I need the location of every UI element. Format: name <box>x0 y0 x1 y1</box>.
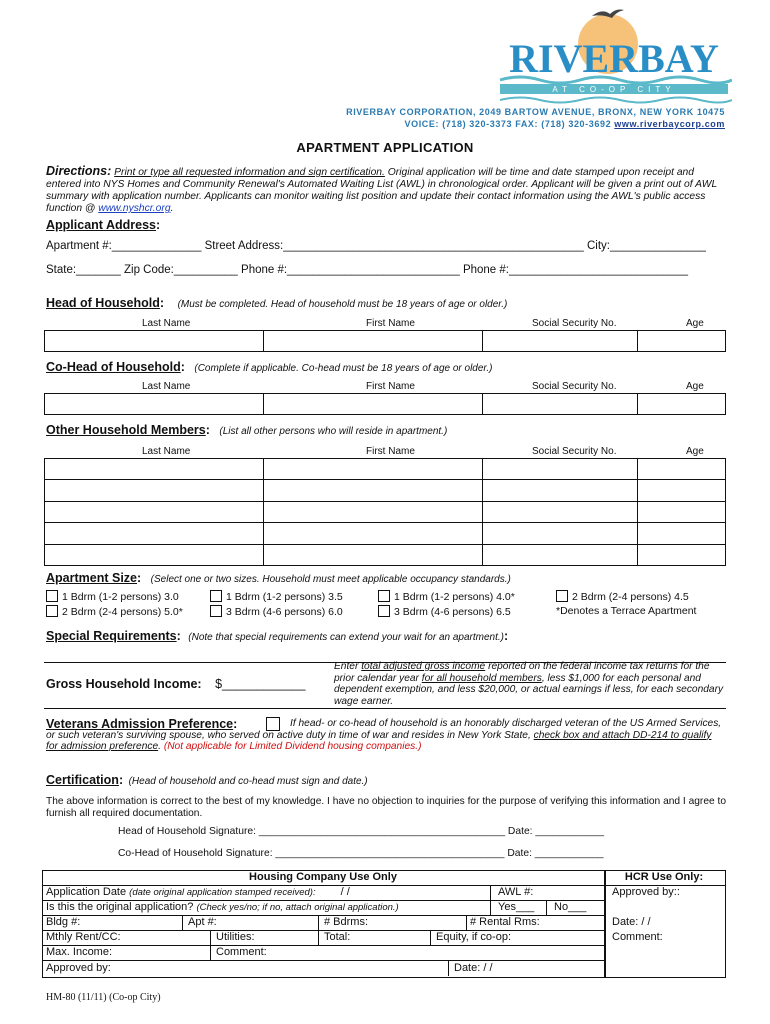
riverbay-logo <box>496 6 732 106</box>
original-question[interactable]: Is this the original application? (Check yes/no; if no, attach original application.) <box>46 901 399 913</box>
certification-text: The above information is correct to the best of my knowledge. I have no objection to inquiries for the purpose of verifying this information and I agree to furnish all required documentation. <box>46 796 726 819</box>
other-members-table[interactable] <box>44 458 726 566</box>
checkbox[interactable] <box>378 590 390 602</box>
certification-heading: Certification: (Head of household and co-head must sign and date.) <box>46 773 368 787</box>
page-title: APARTMENT APPLICATION <box>296 140 474 155</box>
nyshcr-link[interactable]: www.nyshcr.org <box>98 203 171 214</box>
col-ssn: Social Security No. <box>532 446 617 457</box>
directions-underlined: Print or type all requested information and sign certification. <box>114 167 385 178</box>
veterans-heading: Veterans Admission Preference: <box>46 717 238 731</box>
col-ssn: Social Security No. <box>532 381 617 392</box>
other-members-note: (List all other persons who will reside in apartment.) <box>219 426 448 437</box>
size-option-2[interactable]: 1 Bdrm (1-2 persons) 3.5 <box>210 590 343 603</box>
app-date-row[interactable]: Application Date (date original application stamped received): / / <box>46 886 350 898</box>
veterans-red-note: (Not applicable for Limited Dividend housing companies.) <box>163 741 422 752</box>
head-of-household-note: (Must be completed. Head of household must be 18 years of age or older.) <box>177 299 508 310</box>
directions: Directions: Print or type all requested information and sign certification. Original application will be time and date stamped upon receipt and entered into NYS Homes and Community Renewal's Automated Waiting List (AWL) in chronological order. Applicant will be given a print out of AWL summary with application number. Applicants can monitor waiting list position and update their contact information using the AWL's public access function @ www.nyshcr.org. <box>46 164 718 214</box>
total-field[interactable]: Total: <box>324 931 351 943</box>
special-note: (Note that special requirements can extend your wait for an apartment.) <box>188 632 504 643</box>
col-age: Age <box>686 446 704 457</box>
co-head-signature-line[interactable]: Co-Head of Household Signature: ________________________________________ Date: ____________ <box>118 848 604 859</box>
logo-main-text: RIVERBAY <box>509 36 719 81</box>
hcr-date-field[interactable]: Date: / / <box>612 916 651 928</box>
gross-income-field[interactable]: $____________ <box>215 677 306 691</box>
corp-contact: VOICE: (718) 320-3373 FAX: (718) 320-3692 <box>404 119 612 129</box>
apartment-size-heading: Apartment Size: (Select one or two sizes. Household must meet applicable occupancy standards.) <box>46 571 511 585</box>
checkbox[interactable] <box>46 590 58 602</box>
address-line-2[interactable]: State:_______ Zip Code:__________ Phone #:___________________________ Phone #:____________________________ <box>46 264 689 276</box>
hcr-use-title: HCR Use Only: <box>624 871 704 883</box>
col-age: Age <box>686 381 704 392</box>
approval-date-field[interactable]: Date: / / <box>454 962 493 974</box>
veterans-text: If head- or co-head of household is an honorably discharged veteran of the US Armed Services, or such veteran's surviving spouse, who served on active duty in time of war and resides in New York State, check box and attach DD-214 to qualify for admission preference. (Not applicable for Limited Dividend housing companies.) <box>46 718 722 752</box>
logo-wave <box>500 77 732 83</box>
corp-address: RIVERBAY CORPORATION, 2049 BARTOW AVENUE, BRONX, NEW YORK 10475 <box>346 107 725 117</box>
head-signature-line[interactable]: Head of Household Signature: ___________________________________________ Date: ____________ <box>118 826 605 837</box>
col-first-name: First Name <box>366 318 415 329</box>
max-income-field[interactable]: Max. Income: <box>46 946 113 958</box>
apt-field[interactable]: Apt #: <box>188 916 217 928</box>
checkbox[interactable] <box>210 590 222 602</box>
size-option-3[interactable]: 1 Bdrm (1-2 persons) 4.0* <box>378 590 515 603</box>
directions-label: Directions: <box>46 164 112 178</box>
co-head-table[interactable] <box>44 393 726 415</box>
head-of-household-heading: Head of Household: (Must be completed. Head of household must be 18 years of age or older.) <box>46 296 508 310</box>
certification-note: (Head of household and co-head must sign and date.) <box>128 776 368 787</box>
yes-field[interactable]: Yes___ <box>498 901 535 913</box>
other-members-heading: Other Household Members: (List all other persons who will reside in apartment.) <box>46 423 448 437</box>
size-option-7[interactable]: 3 Bdrm (4-6 persons) 6.5 <box>378 605 511 618</box>
corp-website-link[interactable]: www.riverbaycorp.com <box>614 119 725 129</box>
size-option-4[interactable]: 2 Bdrm (2-4 persons) 4.5 <box>556 590 689 603</box>
checkbox[interactable] <box>210 605 222 617</box>
income-divider <box>44 708 726 709</box>
approved-by-field[interactable]: Approved by: <box>46 962 111 974</box>
form-footer: HM-80 (11/11) (Co-op City) <box>46 992 161 1003</box>
bdrms-field[interactable]: # Bdrms: <box>324 916 369 928</box>
co-head-note: (Complete if applicable. Co-head must be 18 years of age or older.) <box>194 363 493 374</box>
hcr-comment-field[interactable]: Comment: <box>612 931 663 943</box>
col-first-name: First Name <box>366 446 415 457</box>
rent-field[interactable]: Mthly Rent/CC: <box>46 931 121 943</box>
comment-field[interactable]: Comment: <box>216 946 267 958</box>
income-note: Enter total adjusted gross income reported on the federal income tax returns for the prior calendar year for all household members, less $1,000 for each personal and dependent exemption, and less $20,000, or actual earnings if less, for each secondary wage earner. <box>334 661 724 707</box>
checkbox[interactable] <box>46 605 58 617</box>
apartment-size-note: (Select one or two sizes. Household must meet applicable occupancy standards.) <box>150 574 511 585</box>
col-age: Age <box>686 318 704 329</box>
special-requirements-heading: Special Requirements: (Note that special requirements can extend your wait for an apartment.): <box>46 629 509 643</box>
co-head-heading: Co-Head of Household: (Complete if applicable. Co-head must be 18 years of age or older.) <box>46 360 493 374</box>
size-option-5[interactable]: 2 Bdrm (2-4 persons) 5.0* <box>46 605 183 618</box>
equity-field[interactable]: Equity, if co-op: <box>436 931 511 943</box>
size-option-6[interactable]: 3 Bdrm (4-6 persons) 6.0 <box>210 605 343 618</box>
rental-rms-field[interactable]: # Rental Rms: <box>470 916 540 928</box>
terrace-footnote: *Denotes a Terrace Apartment <box>556 605 697 617</box>
logo-sub-text: AT CO-OP CITY <box>552 85 676 94</box>
col-ssn: Social Security No. <box>532 318 617 329</box>
awl-field[interactable]: AWL #: <box>498 886 534 898</box>
col-last-name: Last Name <box>142 446 191 457</box>
head-of-household-table[interactable] <box>44 330 726 352</box>
utilities-field[interactable]: Utilities: <box>216 931 255 943</box>
size-option-1[interactable]: 1 Bdrm (1-2 persons) 3.0 <box>46 590 179 603</box>
no-field[interactable]: No___ <box>554 901 587 913</box>
col-last-name: Last Name <box>142 318 191 329</box>
applicant-address-heading: Applicant Address: <box>46 218 161 232</box>
checkbox[interactable] <box>556 590 568 602</box>
approved-by-hcr[interactable]: Approved by:: <box>612 886 680 898</box>
housing-use-title: Housing Company Use Only <box>249 871 397 883</box>
bldg-field[interactable]: Bldg #: <box>46 916 81 928</box>
col-first-name: First Name <box>366 381 415 392</box>
corporation-info <box>300 106 725 130</box>
address-line-1[interactable]: Apartment #:______________ Street Address:_______________________________________________ City:_______________ <box>46 240 706 252</box>
checkbox[interactable] <box>378 605 390 617</box>
col-last-name: Last Name <box>142 381 191 392</box>
directions-text: Original application will be time and date stamped upon receipt and entered into NYS Homes and Community Renewal's Automated Waiting List (AWL) in chronological order. Applicant will be given a print out of AWL summary with application number. Applicants can monitor waiting list position and update their contact information using the AWL's public access function @ <box>46 167 718 214</box>
gross-income-heading: Gross Household Income: $____________ <box>46 677 306 691</box>
